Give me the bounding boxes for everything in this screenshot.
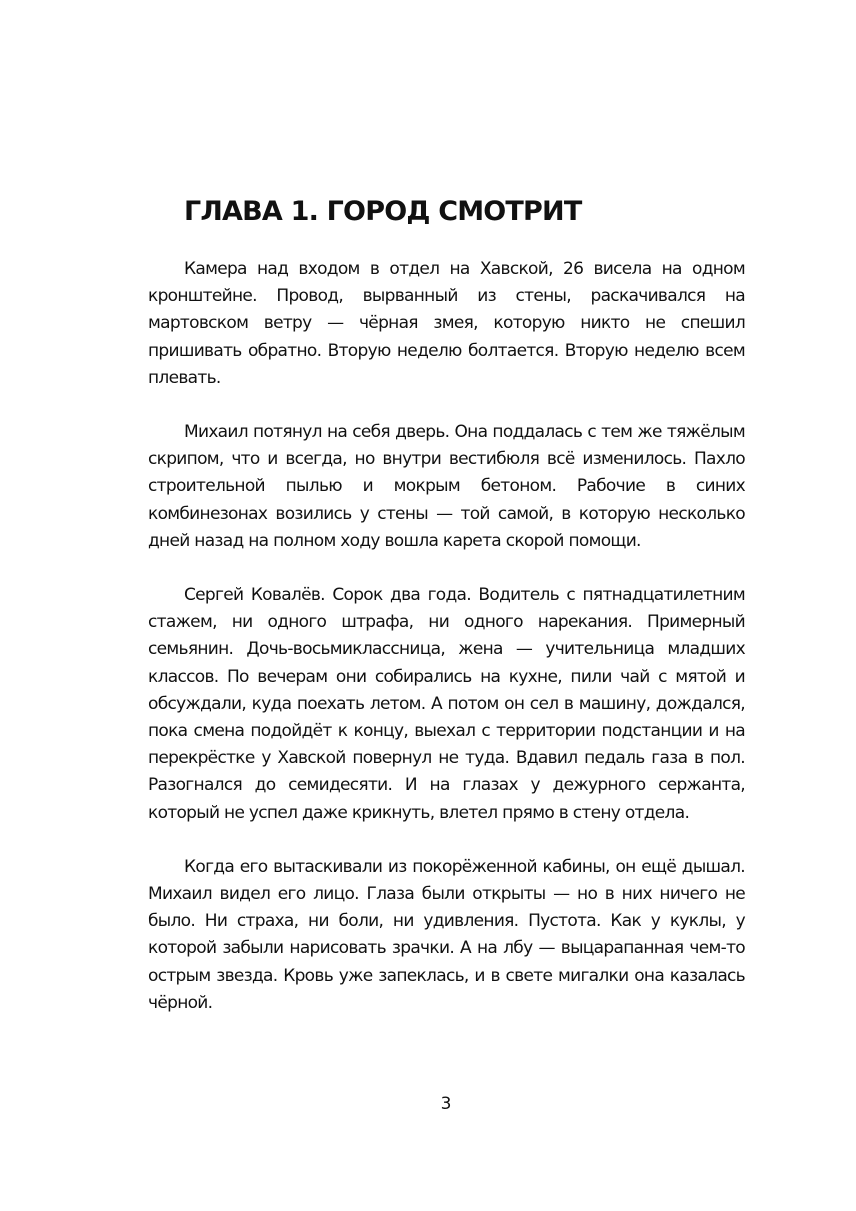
- page-number: 3: [440, 1094, 452, 1114]
- paragraph: Михаил потянул на себя дверь. Она поддалась с тем же тяжёлым скрипом, что и всегда, но внутри вестибюля всё изменилось. Пахло строительной пылью и мокрым бетоном. Рабочие в синих комбинезонах возились у стены — той самой, в которую несколько дней назад на полном ходу вошла карета скорой помощи.: [148, 422, 745, 551]
- paragraph: Камера над входом в отдел на Хавской, 26 висела на одном кронштейне. Провод, вырванный из стены, раскачивался на мартовском ветру — чёрная змея, которую никто не спешил пришивать обратно. Вторую неделю болтается. Вторую неделю всем плевать.: [148, 259, 745, 388]
- chapter-title: ГЛАВА 1. ГОРОД СМОТРИТ: [184, 196, 582, 227]
- chapter-text: [148, 256, 745, 1044]
- paragraph: Когда его вытаскивали из покорёженной кабины, он ещё дышал. Михаил видел его лицо. Глаза были открыты — но в них ничего не было. Ни страха, ни боли, ни удивления. Пустота. Как у куклы, у которой забыли нарисовать зрачки. А на лбу — выцарапанная чем-то острым звезда. Кровь уже запеклась, и в свете мигалки она казалась чёрной.: [148, 856, 745, 1013]
- paragraph: Сергей Ковалёв. Сорок два года. Водитель с пятнадцатилетним стажем, ни одного штрафа, ни одного нарекания. Примерный семьянин. Дочь-восьмиклассница, жена — учительница младших классов. По вечерам они собирались на кухне, пили чай с мятой и обсуждали, куда поехать летом. А потом он сел в машину, дождался, пока смена подойдёт к концу, выехал с территории подстанции и на перекрёстке у Хавской повернул не туда. Вдавил педаль газа в пол. Разогнался до семидесяти. И на глазах у дежурного сержанта, который не успел даже крикнуть, влетел прямо в стену отдела.: [148, 585, 745, 823]
